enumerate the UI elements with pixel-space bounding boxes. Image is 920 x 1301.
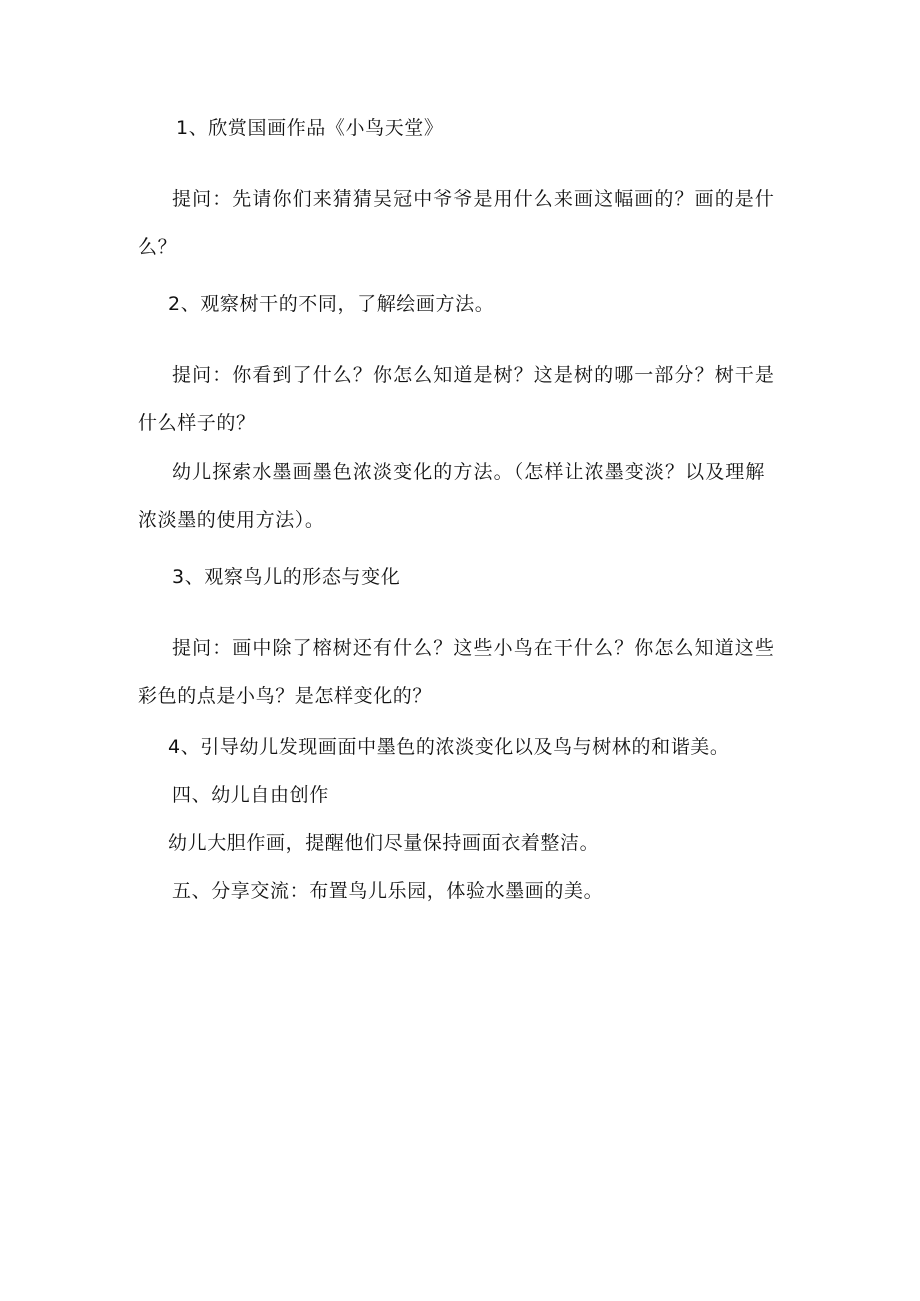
part-four-text: 幼儿大胆作画，提醒他们尽量保持画面衣着整洁。: [168, 832, 600, 854]
section-4-heading: 4、引导幼儿发现画面中墨色的浓淡变化以及鸟与树林的和谐美。: [168, 736, 730, 758]
question-2-line-2: 什么样子的？: [138, 412, 256, 434]
question-3-line-1: 提问：画中除了榕树还有什么？这些小鸟在干什么？你怎么知道这些: [172, 637, 776, 659]
part-four-heading: 四、幼儿自由创作: [172, 784, 329, 806]
question-3-line-2: 彩色的点是小鸟？是怎样变化的？: [138, 685, 433, 707]
activity-line-2: 浓淡墨的使用方法）。: [138, 509, 325, 531]
question-1-line-2: 么？: [138, 236, 178, 258]
question-2-line-1: 提问：你看到了什么？你怎么知道是树？这是树的哪一部分？树干是: [172, 364, 776, 386]
section-3-heading: 3、观察鸟儿的形态与变化: [172, 566, 401, 588]
section-2-heading: 2、观察树干的不同，了解绘画方法。: [168, 293, 495, 315]
activity-line-1: 幼儿探索水墨画墨色浓淡变化的方法。（怎样让浓墨变淡？以及理解: [172, 461, 766, 483]
part-five-heading: 五、分享交流：布置鸟儿乐园，体验水墨画的美。: [172, 880, 604, 902]
section-1-heading: 1、欣赏国画作品《小鸟天堂》: [176, 117, 444, 139]
question-1-line-1: 提问：先请你们来猜猜吴冠中爷爷是用什么来画这幅画的？画的是什: [172, 188, 776, 210]
